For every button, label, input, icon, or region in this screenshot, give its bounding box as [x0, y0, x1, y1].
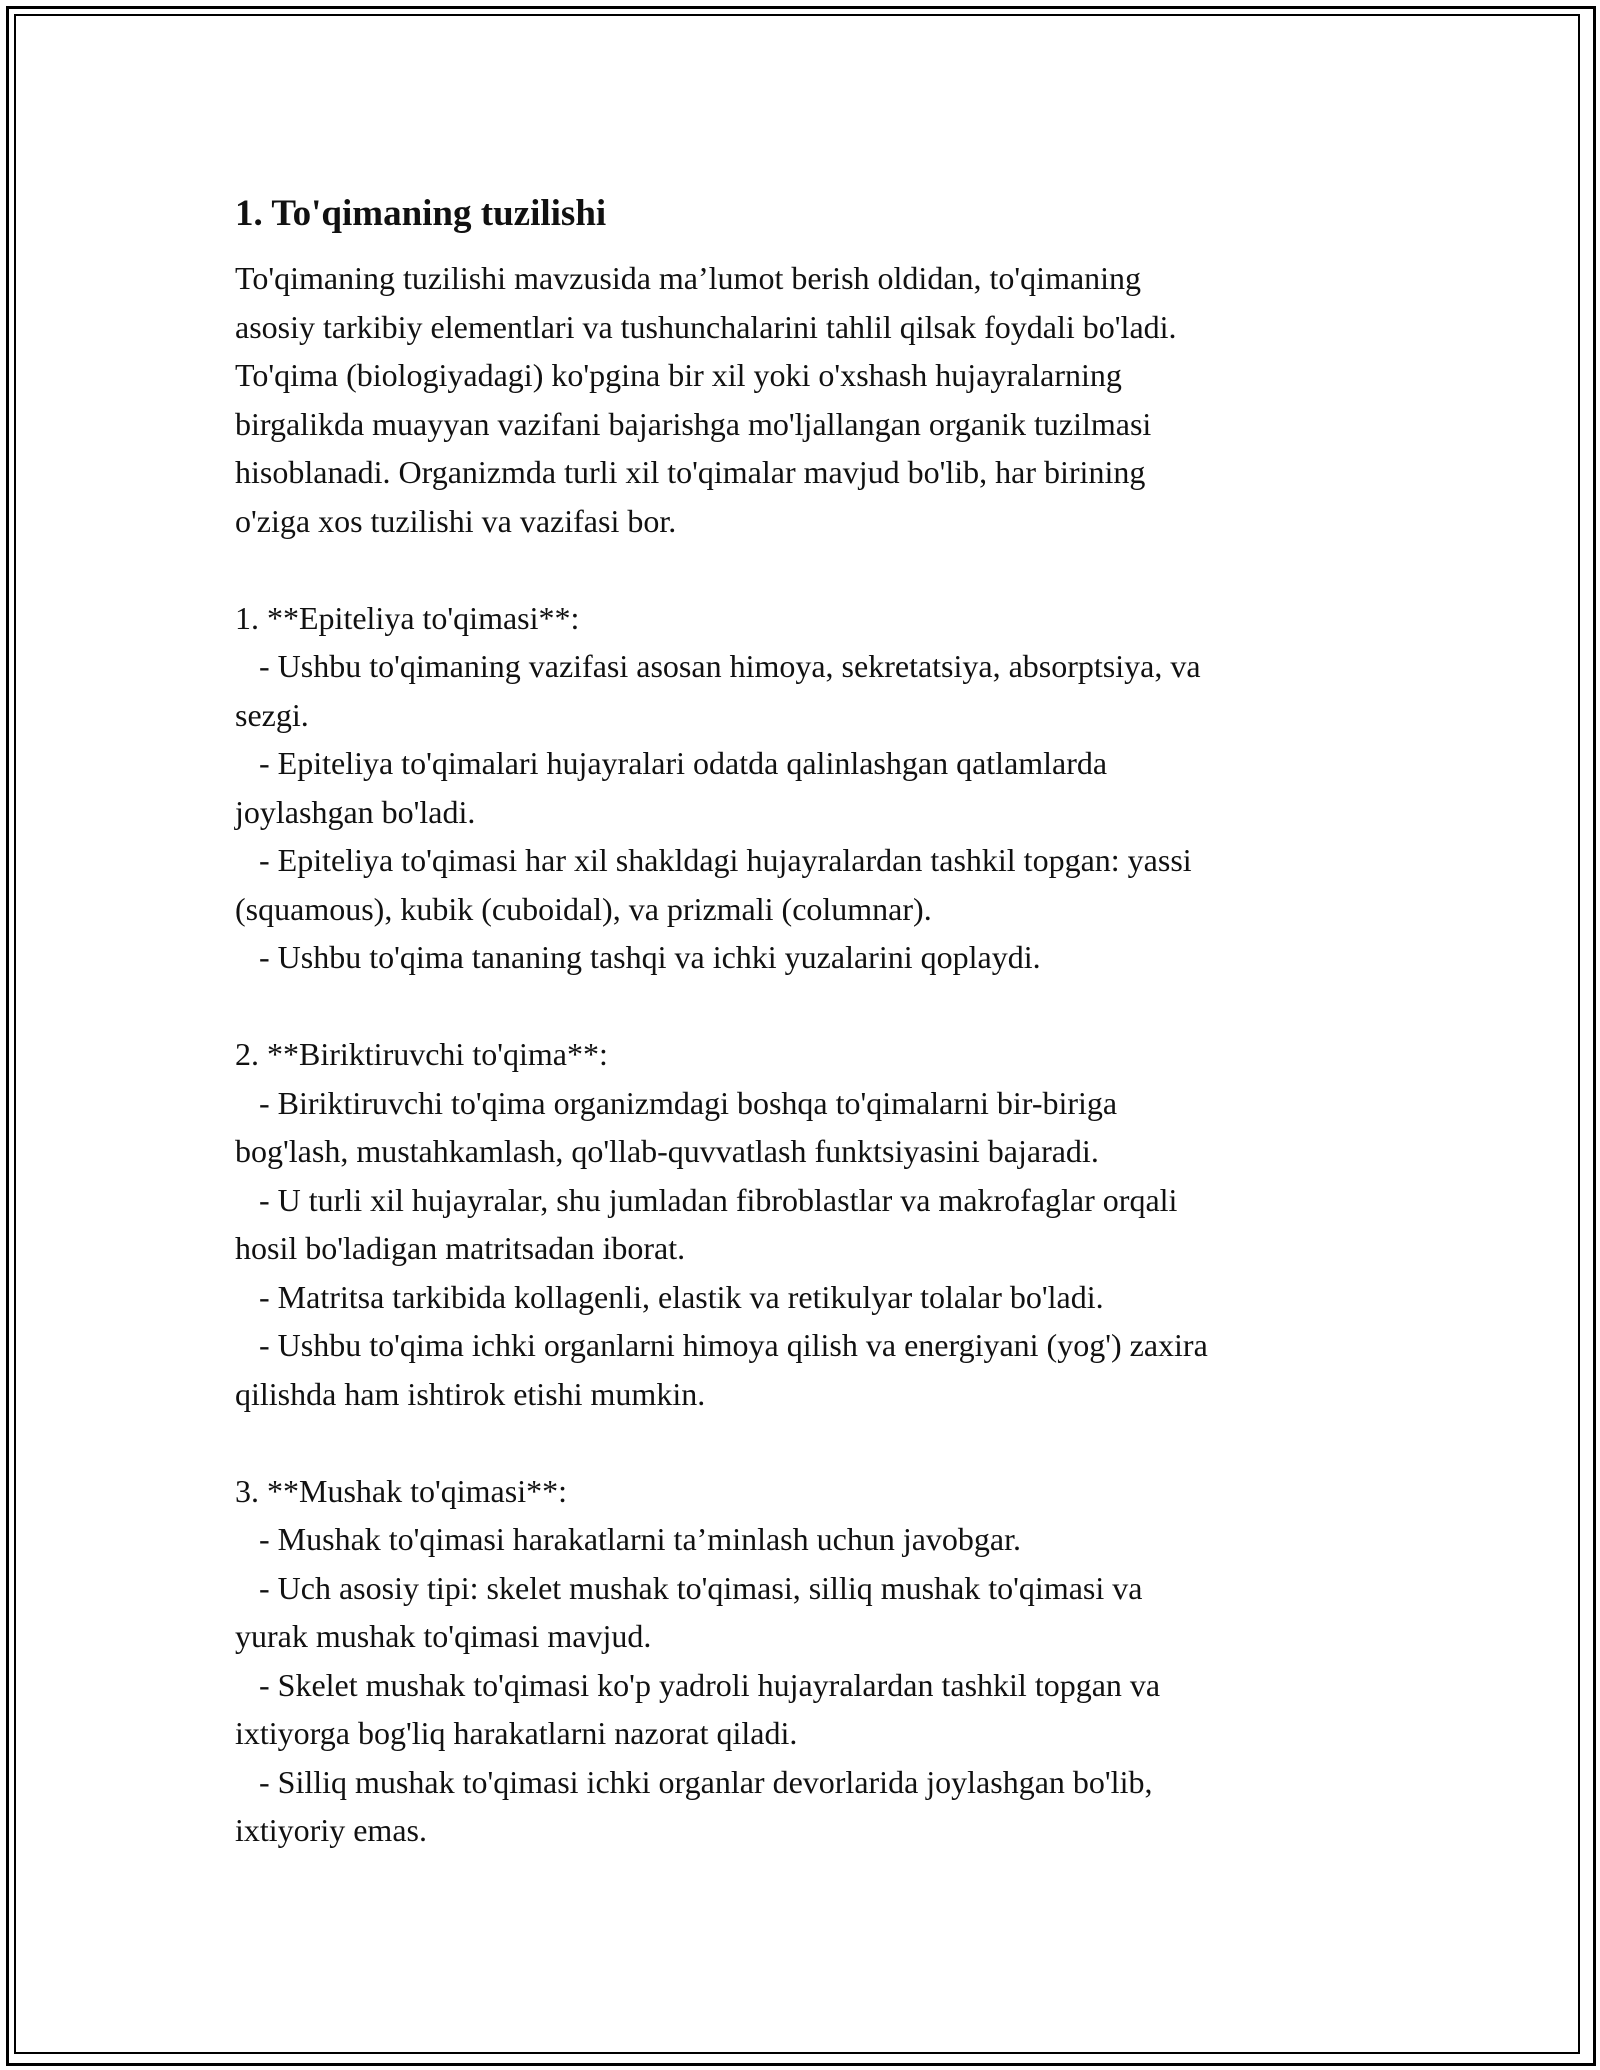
document-body: To'qimaning tuzilishi mavzusida ma’lumot berish oldidan, to'qimaning asosiy tarkibiy elementlari va tushunchalarini tahlil qilsak foydali bo'ladi. To'qima (biologiyadagi) ko'pgina bir xil yoki o'xshash hujayralarning birgalikda muayyan vazifani bajarishga mo'ljallangan organik tuzilmasi hisoblanadi. Organizmda turli xil to'qimalar mavjud bo'lib, har birining o'ziga xos tuzilishi va vazifasi bor. 1. **Epiteliya to'qimasi**: - Ushbu to'qimaning vazifasi asosan himoya, sekretatsiya, absorptsiya, va sezgi. - Epiteliya to'qimalari hujayralari odatda qalinlashgan qatlamlarda joylashgan bo'ladi. - Epiteliya to'qimasi har xil shakldagi hujayralardan tashkil topgan: yassi (squamous), kubik (cuboidal), va prizmali (columnar). - Ushbu to'qima tananing tashqi va ichki yuzalarini qoplaydi. 2. **Biriktiruvchi to'qima**: - Biriktiruvchi to'qima organizmdagi boshqa to'qimalarni bir-biriga bog'lash, mustahkamlash, qo'llab-quvvatlash funktsiyasini bajaradi. - U turli xil hujayralar, shu jumladan fibroblastlar va makrofaglar orqali hosil bo'ladigan matritsadan iborat. - Matritsa tarkibida kollagenli, elastik va retikulyar tolalar bo'ladi. - Ushbu to'qima ichki organlarni himoya qilish va energiyani (yog') zaxira qilishda ham ishtirok etishi mumkin. 3. **Mushak to'qimasi**: - Mushak to'qimasi harakatlarni ta’minlash uchun javobgar. - Uch asosiy tipi: skelet mushak to'qimasi, silliq mushak to'qimasi va yurak mushak to'qimasi mavjud. - Skelet mushak to'qimasi ko'p yadroli hujayralardan tashkil topgan va ixtiyorga bog'liq harakatlarni nazorat qiladi. - Silliq mushak to'qimasi ichki organlar devorlarida joylashgan bo'lib, ixtiyoriy emas.: [235, 260, 1208, 1848]
document-title: 1. To'qimaning tuzilishi: [235, 193, 607, 234]
document-content: [235, 186, 1365, 1855]
